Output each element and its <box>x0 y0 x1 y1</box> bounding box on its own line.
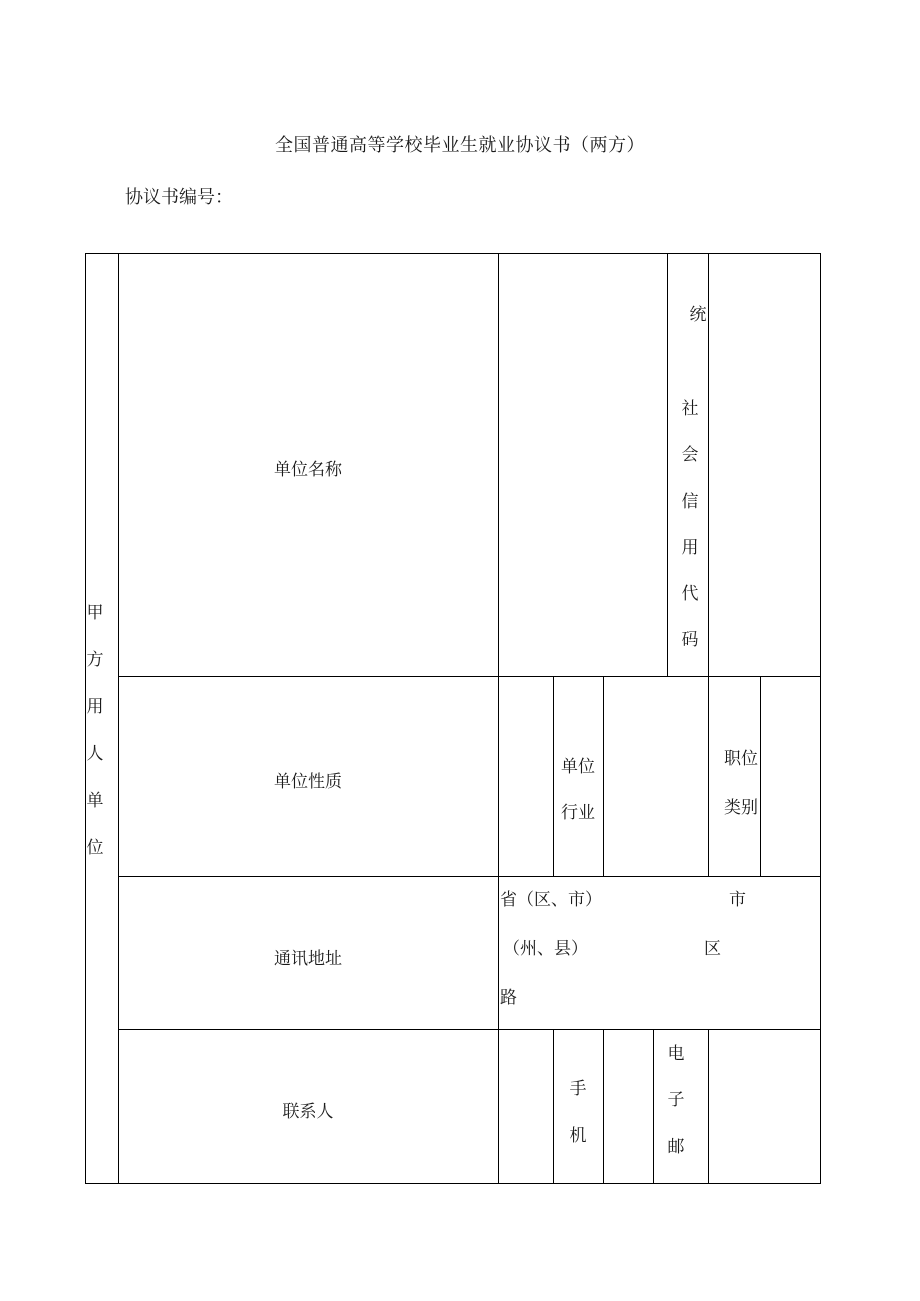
contact-field[interactable] <box>499 1030 552 1182</box>
mobile-field[interactable] <box>604 1030 652 1182</box>
unit-name-label: 单位名称 <box>274 460 342 480</box>
email-field[interactable] <box>709 1030 819 1182</box>
email-label-char: 子 <box>667 1090 685 1110</box>
contact-label: 联系人 <box>282 1102 334 1122</box>
mobile-label-char: 机 <box>569 1126 587 1146</box>
credit-code-field[interactable] <box>709 254 819 675</box>
position-category-field[interactable] <box>761 677 819 875</box>
row-separator-2 <box>118 876 821 877</box>
mobile-label-char: 手 <box>569 1079 587 1099</box>
address-city-label: 市 <box>729 890 746 910</box>
unit-name-field[interactable] <box>499 254 666 675</box>
row-separator-1 <box>118 676 821 677</box>
industry-field[interactable] <box>604 677 707 875</box>
email-label-char: 邮 <box>667 1137 685 1157</box>
credit-code-char: 代 <box>681 584 699 604</box>
credit-code-char: 码 <box>681 630 699 650</box>
side-label-char: 方 <box>86 650 104 670</box>
address-road-label: 路 <box>500 988 517 1008</box>
credit-code-char: 统 <box>689 305 707 325</box>
position-category-label-line: 类别 <box>724 798 758 818</box>
row2-divider-a <box>553 676 554 877</box>
document-title: 全国普通高等学校毕业生就业协议书（两方） <box>275 135 645 156</box>
credit-code-char: 会 <box>681 445 699 465</box>
row4-divider-a <box>553 1029 554 1184</box>
side-label-char: 人 <box>86 744 104 764</box>
row2-divider-c <box>708 676 709 877</box>
table-border-bottom <box>85 1183 821 1184</box>
email-label-char: 电 <box>667 1044 685 1064</box>
table-border-left <box>85 253 86 1184</box>
side-label-char: 甲 <box>86 603 104 623</box>
industry-label-line: 行业 <box>561 803 595 823</box>
row1-divider-a <box>667 253 668 677</box>
address-county-label: （州、县） <box>503 939 588 959</box>
unit-nature-field[interactable] <box>499 677 552 875</box>
address-label: 通讯地址 <box>274 949 342 969</box>
unit-nature-label: 单位性质 <box>274 772 342 792</box>
credit-code-char: 信 <box>681 492 699 512</box>
side-label-char: 单 <box>86 791 104 811</box>
row4-divider-c <box>653 1029 654 1184</box>
side-column-divider <box>118 253 119 1184</box>
side-label-char: 位 <box>86 838 104 858</box>
address-district-label: 区 <box>704 939 721 959</box>
credit-code-char: 社 <box>681 399 699 419</box>
agreement-number-label: 协议书编号： <box>125 187 233 208</box>
industry-label-line: 单位 <box>561 757 595 777</box>
side-label-char: 用 <box>86 697 104 717</box>
position-category-label-line: 职位 <box>724 749 758 769</box>
credit-code-char: 用 <box>681 538 699 558</box>
address-province-label: 省（区、市） <box>500 890 602 910</box>
table-border-right <box>820 253 821 1184</box>
